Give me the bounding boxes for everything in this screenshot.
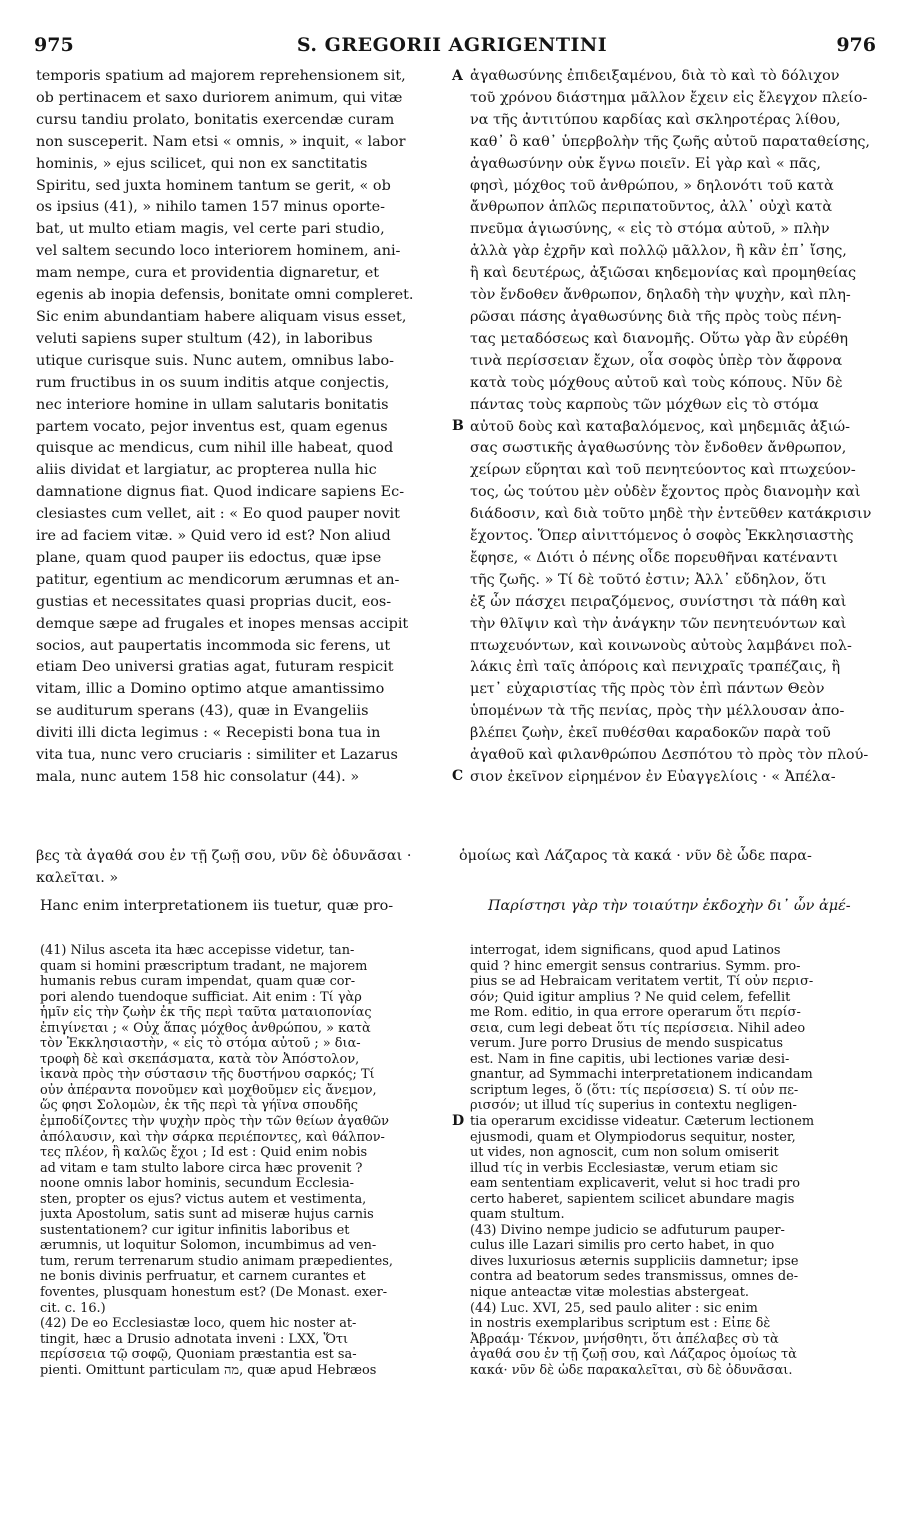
text-line: διάδοσιν, καὶ διὰ τοῦτο μηδὲ τὴν ἐντεῦθεν κατάκρισιν bbox=[470, 506, 872, 523]
footnote-line: scriptum leges, ὅ (ὅτι: τίς περίσσεια) S. τί οὖν πε- bbox=[470, 1082, 799, 1098]
text-line: ἐξ ὧν πάσχει πειραζόμενος, συνίστησι τὰ πάθη καὶ bbox=[470, 593, 847, 610]
running-title: S. GREGORII AGRIGENTINI bbox=[296, 34, 608, 56]
page-header bbox=[22, 34, 882, 62]
tail-greek-right: ὁμοίως καὶ Λάζαρος τὰ κακά · νῦν δὲ ὧδε παρα- bbox=[459, 848, 812, 864]
text-line: τας μεταδόσεως καὶ διανομῆς. Οὕτω γὰρ ἂν εὑρέθη bbox=[470, 330, 848, 347]
text-line: ἢ καὶ δευτέρως, ἀξιῶσαι κηδεμονίας καὶ προμηθείας bbox=[470, 265, 857, 282]
text-line: damnatione dignus fiat. Quod indicare sapiens Ec- bbox=[36, 484, 405, 501]
margin-marker-b: B bbox=[452, 418, 464, 434]
text-line: φησὶ, μόχθος τοῦ ἀνθρώπου, » δηλονότι τοῦ κατὰ bbox=[470, 177, 834, 194]
footnote-line: foventes, plusquam honestum est? (De Monast. exer- bbox=[40, 1285, 388, 1301]
page-number-left: 975 bbox=[34, 34, 74, 56]
footnote-line: σόν; Quid igitur amplius ? Ne quid celem, fefellit bbox=[470, 989, 791, 1005]
text-line: vitam, illic a Domino optimo atque amantissimo bbox=[36, 681, 385, 698]
text-line: τινὰ περίσσειαν ἔχων, οἷα σοφὸς ὑπὲρ τὸν ἄφρονα bbox=[470, 352, 843, 369]
footnote-line: pori alendo tuendoque sufficiat. Ait enim : Τί γὰρ bbox=[40, 989, 362, 1005]
text-line: socios, aut paupertatis incommoda sic ferens, ut bbox=[36, 637, 391, 654]
text-line: ἀλλὰ γὰρ ἐχρῆν καὶ πολλῷ μᾶλλον, ἢ κἂν ἐπ᾽ ἴσης, bbox=[470, 243, 847, 260]
text-line: ἀγαθωσύνης ἐπιδειξαμένου, διὰ τὸ καὶ τὸ δόλιχον bbox=[470, 68, 840, 84]
text-line: λάκις ἐπὶ ταῖς ἀπόροις καὶ πενιχραῖς τραπέζαις, ἢ bbox=[470, 659, 841, 676]
footnote-line: (43) Divino nempe judicio se adfuturum pauper- bbox=[470, 1222, 785, 1238]
footnote-line: ρισσόν; ut illud τίς superius in contextu negligen- bbox=[470, 1098, 797, 1114]
text-line: diviti illi dicta legimus : « Recepisti bona tua in bbox=[36, 725, 381, 742]
footnote-line: tingit, hæc a Drusio adnotata inveni : LXX, Ὅτι bbox=[40, 1331, 349, 1347]
footnote-line: in nostris exemplaribus scriptum est : Εἶπε δὲ bbox=[470, 1316, 771, 1332]
text-line: χείρων εὕρηται καὶ τοῦ πενητεύοντος καὶ πτωχεύον- bbox=[470, 462, 856, 479]
text-line: mala, nunc autem 158 hic consolatur (44). » bbox=[36, 769, 360, 785]
text-line: πνεῦμα ἁγιωσύνης, « εἰς τὸ στόμα αὐτοῦ, » πλὴν bbox=[470, 221, 830, 238]
text-line: etiam Deo universi gratias agat, futuram respicit bbox=[36, 659, 394, 676]
footnote-line: humanis rebus curam impendat, quam quæ cor- bbox=[40, 974, 356, 990]
text-line: egenis ab inopia defensis, bonitate omni compleret. bbox=[36, 287, 414, 304]
text-line: να τῆς ἀντιτύπου καρδίας καὶ σκληροτέρας λίθου, bbox=[470, 111, 841, 128]
text-line: τὴν θλῖψιν καὶ τὴν ἀνάγκην τῶν πενητευόντων καὶ bbox=[470, 615, 847, 632]
text-line: se auditurum sperans (43), quæ in Evangeliis bbox=[36, 703, 369, 720]
text-line: ἔχοντος. Ὅπερ αἰνιττόμενος ὁ σοφὸς Ἐκκλησιαστὴς bbox=[470, 528, 854, 545]
text-line: gustias et necessitates quasi proprias ducit, eos- bbox=[36, 593, 392, 610]
text-line: πτωχευόντων, καὶ κοινωνοὺς αὐτοὺς λαμβάνει πολ- bbox=[470, 637, 852, 654]
margin-marker-d: D bbox=[452, 1113, 465, 1129]
footnote-line: dives luxuriosus æternis suppliciis damnetur; ipse bbox=[470, 1253, 799, 1269]
tail-greek-left2: καλεῖται. » bbox=[36, 870, 119, 886]
footnote-line: pienti. Omittunt particulam מה, quæ apud Hebræos bbox=[40, 1362, 377, 1378]
text-line: cursu tandiu prolato, bonitatis exercendæ curam bbox=[36, 111, 395, 128]
text-line: αὐτοῦ δοὺς καὶ καταβαλόμενος, καὶ μηδεμιᾶς ἀξιώ- bbox=[470, 418, 850, 435]
text-line: Spiritu, sed juxta hominem tantum se gerit, « ob bbox=[36, 177, 391, 194]
text-line: vita tua, nunc vero cruciaris : similiter et Lazarus bbox=[36, 747, 398, 764]
footnote-line: Ἀβραάμ· Τέκνον, μνήσθητι, ὅτι ἀπέλαβες σὺ τὰ bbox=[470, 1331, 779, 1347]
footnote-line: ne bonis divinis perfruatur, et carnem curantes et bbox=[40, 1269, 366, 1285]
text-line: καθ᾽ ὃ καθ᾽ ὑπερβολὴν τῆς ζωῆς αὐτοῦ παραταθείσης, bbox=[470, 133, 870, 150]
tail-latin-last: Hanc enim interpretationem iis tuetur, quæ pro- bbox=[40, 898, 394, 914]
footnote-line: contra ad beatorum sedes transmissus, omnes de- bbox=[470, 1269, 799, 1285]
footnote-line: tum, rerum terrenarum studio animam præpedientes, bbox=[40, 1253, 393, 1269]
footnote-line: ἀγαθά σου ἐν τῇ ζωῇ σου, καὶ Λάζαρος ὁμοίως τὰ bbox=[470, 1347, 797, 1363]
footnote-line: περίσσεια τῷ σοφῷ, Quoniam præstantia est sa- bbox=[40, 1347, 357, 1363]
text-line: aliis dividat et largiatur, ac propterea nulla hic bbox=[36, 462, 377, 479]
text-line: σας σωστικῆς ἀγαθωσύνης τὸν ἔνδοθεν ἄνθρωπον, bbox=[470, 440, 847, 457]
footnote-line: quid ? hinc emergit sensus contrarius. Symm. pro- bbox=[470, 958, 801, 974]
tail-lines bbox=[36, 845, 882, 889]
footnote-line: ἱκανὰ πρὸς τὴν σύστασιν τῆς δυστήνου σαρκός; Τί bbox=[40, 1067, 375, 1083]
text-line: πάντας τοὺς καρποὺς τῶν μόχθων εἰς τὸ στόμα bbox=[470, 396, 819, 413]
footnote-line: ad vitam e tam stulto labore circa hæc provenit ? bbox=[40, 1160, 363, 1176]
tail-greek-left: βες τὰ ἀγαθά σου ἐν τῇ ζωῇ σου, νῦν δὲ ὀδυνᾶσαι · bbox=[36, 848, 412, 864]
text-line: quisque ac mendicus, cum nihil ille habeat, quod bbox=[36, 440, 394, 457]
margin-marker-a: A bbox=[452, 68, 463, 84]
margin-marker-c: C bbox=[452, 768, 464, 784]
footnote-line: eam sententiam explicaverit, velut si hoc tradi pro bbox=[470, 1176, 800, 1192]
footnote-line: culus ille Lazari similis pro certo habet, in quo bbox=[470, 1238, 775, 1254]
text-line: hominis, » ejus scilicet, qui non ex sanctitatis bbox=[36, 155, 368, 172]
footnote-line: (42) De eo Ecclesiastæ loco, quem hic noster at- bbox=[40, 1316, 357, 1332]
footnote-line: cit. c. 16.) bbox=[40, 1300, 106, 1316]
text-line: τοῦ χρόνου διάστημα μᾶλλον ἔχειν εἰς ἔλεγχον πλείο- bbox=[470, 89, 868, 106]
text-line: τος, ὡς τούτου μὲν οὐδὲν ἔχοντος πρὸς διανομὴν καὶ bbox=[470, 484, 861, 501]
text-line: Sic enim abundantiam habere aliquam visus esset, bbox=[36, 308, 407, 325]
text-line: patitur, egentium ac mendicorum ærumnas et an- bbox=[36, 571, 400, 588]
footnote-line: κακά· νῦν δὲ ὧδε παρακαλεῖται, σὺ δὲ ὀδυνᾶσαι. bbox=[470, 1362, 793, 1378]
footnote-line: gnantur, ad Symmachi interpretationem indicandam bbox=[470, 1067, 813, 1083]
latin-column bbox=[36, 66, 448, 789]
footnote-line: certo haberet, sapientem scilicet abundare magis bbox=[470, 1191, 795, 1207]
text-line: ἄνθρωπον ἁπλῶς περιπατοῦντος, ἀλλ᾽ οὐχὶ κατὰ bbox=[470, 199, 833, 216]
footnote-line: σεια, cum legi debeat ὅτι τίς περίσσεια. Nihil adeo bbox=[470, 1020, 806, 1036]
footnote-line: me Rom. editio, in qua errore operarum ὅτι περίσ- bbox=[470, 1005, 801, 1021]
footnote-line: τὸν Ἐκκλησιαστὴν, « εἰς τὸ στόμα αὐτοῦ ; » δια- bbox=[40, 1036, 361, 1052]
footnote-line: interrogat, idem significans, quod apud Latinos bbox=[470, 943, 781, 958]
text-line: nec interiore homine in ullam salutaris bonitatis bbox=[36, 396, 389, 413]
text-line: ἀγαθωσύνην οὐκ ἔγνω ποιεῖν. Εἰ γὰρ καὶ « πᾶς, bbox=[470, 155, 822, 172]
text-line: plane, quam quod pauper iis edoctus, quæ ipse bbox=[36, 549, 382, 566]
footnote-line: ἀπόλαυσιν, καὶ τὴν σάρκα περιέποντες, καὶ θάλπον- bbox=[40, 1129, 385, 1145]
text-line: τῆς ζωῆς. » Τί δὲ τοῦτό ἐστιν; Ἀλλ᾽ εὔδηλον, ὅτι bbox=[470, 571, 827, 588]
text-line: ὑπομένων τὰ τῆς πενίας, πρὸς τὴν μέλλουσαν ἀπο- bbox=[470, 703, 845, 720]
text-line: temporis spatium ad majorem reprehensionem sit, bbox=[36, 68, 406, 84]
text-line: bat, ut multo etiam magis, vel certe pari studio, bbox=[36, 221, 385, 238]
footnote-line: pius se ad Hebraicam veritatem vertit, Τί οὖν περισ- bbox=[470, 974, 814, 990]
footnote-line: ἐμποδίζοντες τὴν ψυχὴν πρὸς τὴν τῶν θείων ἀγαθῶν bbox=[40, 1114, 389, 1130]
text-line: ire ad faciem vitæ. » Quid vero id est? Non aliud bbox=[36, 528, 391, 545]
footnote-line: illud τίς in verbis Ecclesiastæ, verum etiam sic bbox=[470, 1160, 778, 1176]
text-line: σιον ἐκεῖνον εἰρημένον ἐν Εὐαγγελίοις · « Ἀπέλα- bbox=[470, 769, 836, 785]
footnote-line: ejusmodi, quam et Olympiodorus sequitur, noster, bbox=[470, 1129, 796, 1145]
footnote-line: ἡμῖν εἰς τὴν ζωὴν ἐκ τῆς περὶ ταῦτα ματαιοπονίας bbox=[40, 1005, 372, 1021]
text-line: os ipsius (41), » nihilo tamen 157 minus oporte- bbox=[36, 199, 386, 216]
footnotes-right bbox=[470, 943, 882, 1378]
text-line: veluti sapiens super stultum (42), in laboribus bbox=[36, 330, 373, 347]
footnote-line: est. Nam in fine capitis, ubi lectiones variæ desi- bbox=[470, 1051, 790, 1067]
text-line: ρῶσαι πάσης ἀγαθωσύνης διὰ τῆς πρὸς τοὺς πένη- bbox=[470, 308, 842, 325]
footnote-line: (44) Luc. XVI, 25, sed paulo aliter : sic enim bbox=[470, 1300, 758, 1316]
text-line: partem vocato, pejor inventus est, quam egenus bbox=[36, 418, 388, 435]
footnote-line: sten, propter os ejus? victus autem et vestimenta, bbox=[40, 1191, 367, 1207]
footnote-line: quam stultum. bbox=[470, 1207, 565, 1223]
text-line: τὸν ἔνδοθεν ἄνθρωπον, δηλαδὴ τὴν ψυχὴν, καὶ πλη- bbox=[470, 287, 851, 304]
footnote-line: (41) Nilus asceta ita hæc accepisse videtur, tan- bbox=[40, 943, 355, 958]
page-number-right: 976 bbox=[836, 34, 876, 56]
text-line: βλέπει ζωὴν, ἐκεῖ πυθέσθαι καραδοκῶν παρὰ τοῦ bbox=[470, 725, 831, 742]
text-line: demque sæpe ad frugales et inopes mensas accipit bbox=[36, 615, 409, 632]
text-line: clesiastes cum vellet, ait : « Eo quod pauper novit bbox=[36, 506, 400, 523]
footnote-line: juxta Apostolum, satis sunt ad miseræ hujus carnis bbox=[40, 1207, 374, 1223]
footnote-line: ὥς φησι Σολομὼν, ἐκ τῆς περὶ τὰ γήϊνα σπουδῆς bbox=[40, 1098, 359, 1114]
text-line: ob pertinacem et saxo duriorem animum, qui vitæ bbox=[36, 89, 403, 106]
footnote-line: sustentationem? cur igitur infinitis laboribus et bbox=[40, 1222, 350, 1238]
text-line: μετ᾽ εὐχαριστίας τῆς πρὸς τὸν ἐπὶ πάντων Θεὸν bbox=[470, 681, 825, 698]
footnote-line: quam si homini præscriptum tradant, ne majorem bbox=[40, 958, 368, 974]
footnote-line: τες πλέον, ἢ καλῶς ἔχοι ; Id est : Quid enim nobis bbox=[40, 1145, 368, 1161]
text-line: utique curisque suis. Nunc autem, omnibus labo- bbox=[36, 352, 395, 369]
text-line: ἀγαθοῦ καὶ φιλανθρώπου Δεσπότου τὸ πρὸς τὸν πλού- bbox=[470, 747, 869, 764]
footnote-line: tia operarum excidisse videatur. Cæterum lectionem bbox=[470, 1114, 815, 1130]
greek-column bbox=[470, 66, 882, 789]
footnotes-left bbox=[40, 943, 448, 1378]
text-line: rum fructibus in os suum inditis atque conjectis, bbox=[36, 374, 390, 391]
footnote-line: ut vides, non agnoscit, cum non solum omiserit bbox=[470, 1145, 779, 1161]
footnote-line: nique anteactæ vitæ molestias abstergeat. bbox=[470, 1285, 750, 1301]
footnote-line: οὖν ἀπέραντα πονοῦμεν καὶ μοχθοῦμεν εἰς ἄνεμον, bbox=[40, 1082, 377, 1098]
footnote-line: ærumnis, ut loquitur Solomon, incumbimus ad ven- bbox=[40, 1238, 377, 1254]
footnote-line: ἐπιγίνεται ; « Οὐχ ἅπας μόχθος ἀνθρώπου, » κατὰ bbox=[40, 1020, 371, 1036]
text-line: non susceperit. Nam etsi « omnis, » inquit, « labor bbox=[36, 133, 406, 150]
footnote-line: τροφὴ δὲ καὶ σκεπάσματα, κατὰ τὸν Ἀπόστολον, bbox=[40, 1051, 360, 1067]
tail-greek-last: Παρίστησι γὰρ τὴν τοιαύτην ἐκδοχὴν δι᾽ ὧν ἀμέ- bbox=[488, 898, 851, 914]
footnote-line: noone omnis labor hominis, secundum Ecclesia- bbox=[40, 1176, 355, 1192]
footnote-line: verum. Jure porro Drusius de mendo suspicatus bbox=[470, 1036, 784, 1052]
text-line: mam nempe, cura et providentia dignaretur, et bbox=[36, 265, 380, 282]
text-line: vel saltem secundo loco interiorem hominem, ani- bbox=[36, 243, 401, 260]
text-line: ἔφησε, « Διότι ὁ πένης οἶδε πορευθῆναι κατέναντι bbox=[470, 549, 838, 566]
text-line: κατὰ τοὺς μόχθους αὐτοῦ καὶ τοὺς κόπους. Νῦν δὲ bbox=[470, 374, 843, 391]
